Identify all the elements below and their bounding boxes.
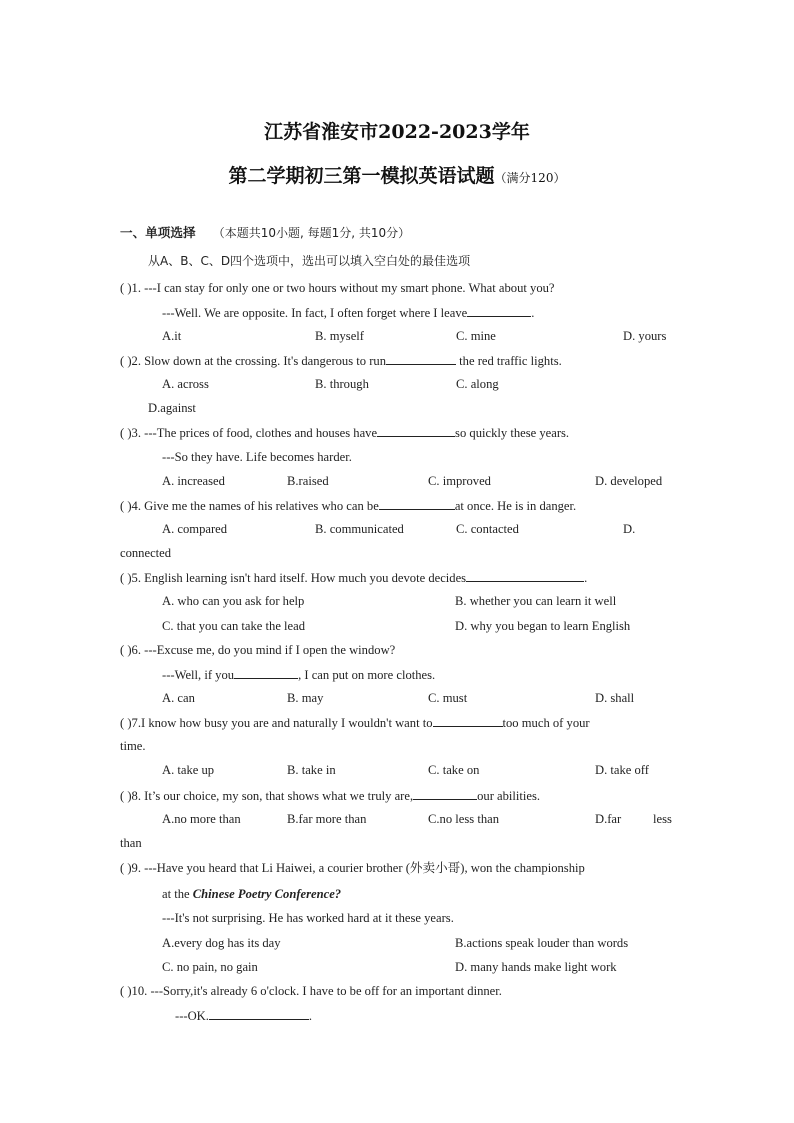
option-c[interactable]: C. mine [456,329,496,343]
answer-paren[interactable]: ( ) [120,281,132,295]
option-d[interactable]: D. why you began to learn English [455,619,631,633]
option-d[interactable]: D. developed [595,474,663,488]
question-9-reply: ---It's not surprising. He has worked hard at it these years. [162,911,454,925]
question-stem: 7.I know how busy you are and naturally I wouldn't want to [131,716,433,730]
stem-text: ---OK. [175,1009,209,1023]
title-line-1: 江苏省淮安市2022-2023学年 [264,121,530,143]
option-b[interactable]: B. whether you can learn it well [455,594,617,608]
question-5 [120,569,587,586]
answer-blank[interactable] [466,569,584,582]
answer-blank[interactable] [377,424,455,437]
stem-text: ---Well. We are opposite. In fact, I often forget where I leave [162,306,468,320]
exam-title [0,117,794,144]
exam-subtitle [0,161,794,188]
question-stem: the red traffic lights. [456,354,562,368]
stem-text: ---Well, if you [162,668,235,682]
question-stem: too much of your [502,716,590,730]
question-9-line-2 [162,886,341,902]
stem-text: at the [162,887,193,901]
option-d[interactable]: D. shall [595,691,635,705]
question-stem: at once. He is in danger. [454,499,577,513]
question-1-reply [162,304,534,321]
option-d[interactable]: D. [623,522,636,536]
question-stem: 4. Give me the names of his relatives who can be [131,499,379,513]
question-6-reply [162,666,435,683]
answer-paren[interactable]: ( ) [120,716,132,730]
option-a[interactable]: A. take up [162,763,215,777]
question-stem: 10. ---Sorry,it's already 6 o'clock. I have to be off for an important dinner. [131,984,502,998]
option-c[interactable]: C. no pain, no gain [162,960,258,974]
question-stem: 5. English learning isn't hard itself. How much you devote decides [131,571,467,585]
option-b[interactable]: B.far more than [287,812,367,826]
option-a[interactable]: A. who can you ask for help [162,594,305,608]
option-d-word[interactable]: less [653,812,672,826]
option-b[interactable]: B. may [287,691,324,705]
section-heading [120,225,410,241]
question-stem: 6. ---Excuse me, do you mind if I open the window? [131,643,396,657]
question-10-reply [175,1007,312,1024]
stem-text: . [531,306,535,320]
answer-paren[interactable]: ( ) [120,499,132,513]
stem-text: , I can put on more clothes. [298,668,436,682]
option-a[interactable]: A.every dog has its day [162,936,281,950]
question-9 [120,860,585,876]
question-3 [120,424,569,441]
answer-paren[interactable]: ( ) [120,861,132,875]
answer-blank[interactable] [379,497,455,510]
question-6 [120,642,395,658]
option-c[interactable]: C. along [456,377,499,391]
option-b[interactable]: B. myself [315,329,364,343]
answer-paren[interactable]: ( ) [120,571,132,585]
question-stem: 8. It’s our choice, my son, that shows what we truly are, [131,789,414,803]
question-stem: our abilities. [477,789,541,803]
question-7 [120,714,590,731]
answer-blank[interactable] [413,787,477,800]
show-title: Chinese Poetry Conference? [192,887,342,901]
answer-blank[interactable] [386,352,456,365]
option-d[interactable]: D.far [595,812,622,826]
option-b[interactable]: B. take in [287,763,336,777]
option-c[interactable]: C. that you can take the lead [162,619,306,633]
question-3-reply: ---So they have. Life becomes harder. [162,450,352,464]
question-stem: 1. ---I can stay for only one or two hours without my smart phone. What about you? [131,281,555,295]
option-d[interactable]: D. yours [623,329,667,343]
question-1 [120,280,555,296]
answer-blank[interactable] [433,714,503,727]
option-d[interactable]: D. take off [595,763,649,777]
option-b[interactable]: B. communicated [315,522,404,536]
question-stem: . [584,571,588,585]
question-stem: 2. Slow down at the crossing. It's dangerous to run [131,354,387,368]
question-7-continued: time. [120,739,146,753]
option-d[interactable]: D. many hands make light work [455,960,617,974]
question-stem: 9. ---Have you heard that Li Haiwei, a courier brother (外卖小哥), won the championship [131,861,585,875]
section-instruction: 从A、B、C、D四个选项中，选出可以填入空白处的最佳选项 [148,254,471,268]
option-b[interactable]: B.raised [287,474,329,488]
option-a[interactable]: A. compared [162,522,228,536]
question-stem: 3. ---The prices of food, clothes and houses have [131,426,378,440]
answer-paren[interactable]: ( ) [120,789,132,803]
title-note: （满分120） [494,171,566,185]
stem-text: . [308,1009,313,1023]
option-a[interactable]: A.no more than [162,812,241,826]
question-10 [120,983,502,999]
option-a[interactable]: A.it [162,329,182,343]
answer-paren[interactable]: ( ) [120,426,132,440]
option-c[interactable]: C.no less than [428,812,500,826]
option-a[interactable]: A. can [162,691,195,705]
question-2 [120,352,562,369]
option-a[interactable]: A. increased [162,474,225,488]
answer-blank[interactable] [234,666,298,679]
answer-paren[interactable]: ( ) [120,643,132,657]
option-c[interactable]: C. improved [428,474,491,488]
option-c[interactable]: C. must [428,691,468,705]
option-c[interactable]: C. contacted [456,522,519,536]
option-a[interactable]: A. across [162,377,209,391]
answer-paren[interactable]: ( ) [120,984,132,998]
section-meta: （本题共10小题, 每题1分, 共10分） [212,226,411,240]
answer-blank[interactable] [467,304,531,317]
option-c[interactable]: C. take on [428,763,480,777]
answer-paren[interactable]: ( ) [120,354,132,368]
option-b[interactable]: B. through [315,377,369,391]
question-8 [120,787,540,804]
question-4 [120,497,576,514]
option-d-continued[interactable]: than [120,836,142,850]
option-b[interactable]: B.actions speak louder than words [455,936,629,950]
section-title: 一、单项选择 [120,225,196,240]
title-line-2: 第二学期初三第一模拟英语试题 [228,165,495,187]
option-d-continued[interactable]: connected [120,546,172,560]
answer-blank[interactable] [209,1007,309,1020]
option-d[interactable]: D.against [148,401,196,415]
question-stem: so quickly these years. [455,426,570,440]
